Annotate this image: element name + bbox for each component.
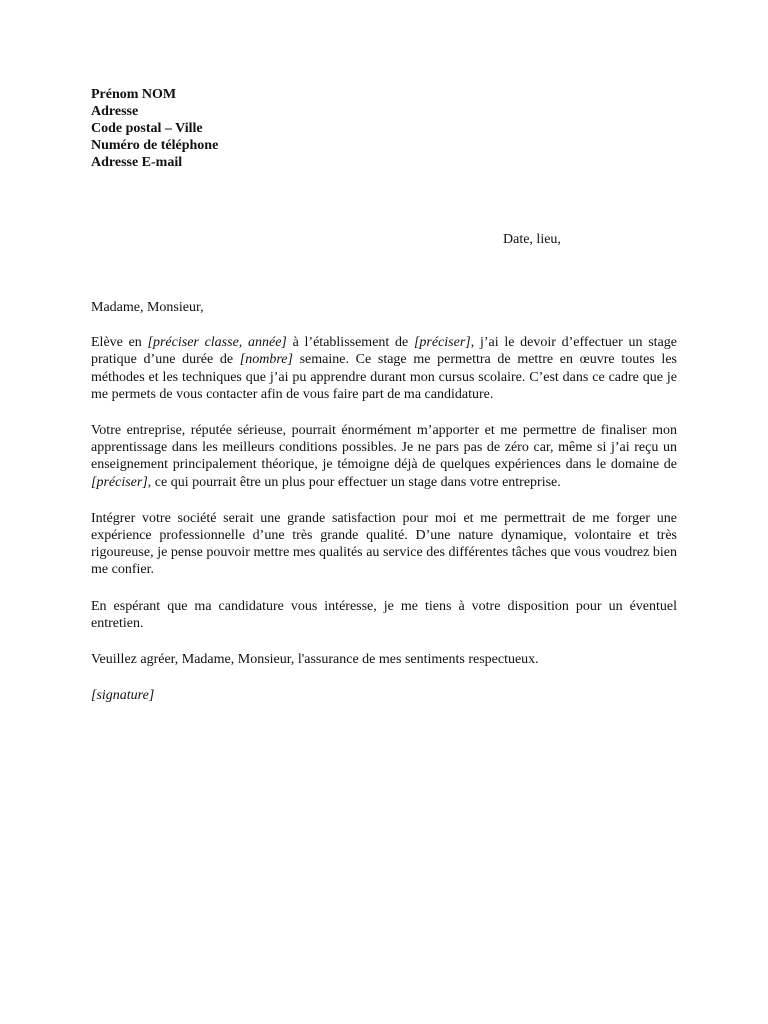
- placeholder-number: [nombre]: [239, 352, 293, 368]
- sender-email: Adresse E-mail: [91, 155, 183, 170]
- closing-formula: Veuillez agréer, Madame, Monsieur, l'assurance de mes sentiments respectueux.: [91, 652, 539, 668]
- sender-address: Adresse: [91, 104, 139, 119]
- paragraph-intro-text-4: semaine. Ce stage me permettra de mettre en œuvre toutes les méthodes et les techniques que j’ai pu apprendre durant mon cursus scolaire. C’est dans ce cadre que je me permets de vous contacter afin de vous faire part de ma candidature.: [91, 352, 677, 402]
- greeting: Madame, Monsieur,: [91, 300, 204, 315]
- placeholder-class-year: [préciser classe, année]: [147, 335, 287, 351]
- sender-name: Prénom NOM: [91, 87, 177, 102]
- paragraph-intro: [91, 334, 677, 403]
- paragraph-intro-text-1: Elève en: [91, 335, 148, 351]
- placeholder-school: [préciser]: [413, 335, 471, 351]
- sender-phone: Numéro de téléphone: [91, 138, 219, 153]
- letter-body: [91, 299, 677, 723]
- sender-postal-city: Code postal – Ville: [91, 121, 203, 136]
- sender-block: [91, 86, 218, 171]
- placeholder-domain: [préciser]: [91, 474, 148, 490]
- date-place: Date, lieu,: [503, 232, 561, 247]
- paragraph-intro-text-2: à l’établissement de: [286, 335, 414, 351]
- paragraph-company: [91, 422, 677, 491]
- paragraph-intro-text-3: , j’ai le devoir d’effectuer un stage pratique d’une durée de: [91, 335, 677, 368]
- signature-placeholder: [signature]: [91, 688, 155, 704]
- paragraph-company-text-1: Votre entreprise, réputée sérieuse, pourrait énormément m’apporter et me permettre de finaliser mon apprentissage dans les meilleurs conditions possibles. Je ne pars pas de zéro car, même si j’ai reçu un enseignement principalement théorique, je témoigne déjà de quelques expériences dans le domaine de: [91, 423, 677, 473]
- paragraph-availability: En espérant que ma candidature vous intéresse, je me tiens à votre disposition pour un éventuel entretien.: [91, 598, 677, 631]
- paragraph-motivation: Intégrer votre société serait une grande satisfaction pour moi et me permettrait de me forger une expérience professionnelle d’une très grande qualité. D’une nature dynamique, volontaire et très rigoureuse, je pense pouvoir mettre mes qualités au service des différentes tâches que vous voudrez bien me confier.: [91, 510, 677, 578]
- paragraph-company-text-2: , ce qui pourrait être un plus pour effectuer un stage dans votre entreprise.: [147, 474, 561, 490]
